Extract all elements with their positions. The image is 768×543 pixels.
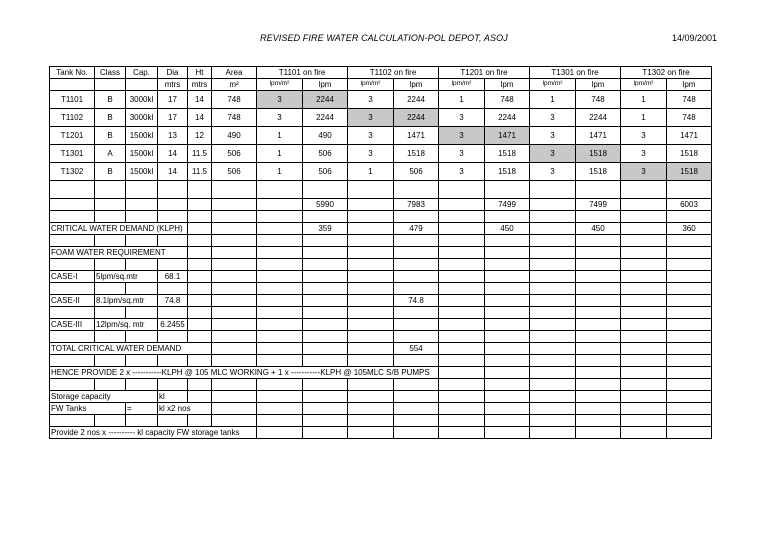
table-row [50, 127, 712, 145]
tank-cap: 3000kl [126, 109, 158, 127]
tank-no: T1201 [50, 127, 95, 145]
totals-row [50, 199, 712, 211]
total-value: 7499 [485, 199, 530, 211]
tank-cap: 1500kl [126, 127, 158, 145]
rate-cell: 3 [530, 145, 576, 163]
rate-cell: 1 [257, 145, 303, 163]
tank-ht: 11.5 [188, 145, 212, 163]
lpm-cell: 748 [667, 91, 712, 109]
header-group-t1102: T1102 on fire [348, 67, 439, 79]
fire-water-table [49, 66, 712, 439]
critical-value: 479 [394, 223, 439, 235]
lpm-cell: 1518 [667, 145, 712, 163]
tank-class: B [95, 127, 126, 145]
lpm-cell: 506 [303, 145, 348, 163]
lpm-cell: 1471 [485, 127, 530, 145]
foam-label: FOAM WATER REQUIREMENT [50, 247, 188, 259]
total-value: 7499 [576, 199, 621, 211]
lpm-cell: 1471 [667, 127, 712, 145]
case-rate: 8.1lpm/sq.mtr [95, 295, 158, 307]
lpm-cell: 490 [303, 127, 348, 145]
lpm-cell: 2244 [394, 109, 439, 127]
tank-cap: 1500kl [126, 145, 158, 163]
tank-no: T1301 [50, 145, 95, 163]
foam-row [50, 247, 712, 259]
rate-cell: 1 [257, 163, 303, 181]
unit-rate: lpm/m² [257, 79, 303, 91]
tank-ht: 12 [188, 127, 212, 145]
case-value: 6.2455 [158, 319, 188, 331]
fw-tanks-label: FW Tanks [50, 403, 126, 415]
lpm-cell: 2244 [576, 109, 621, 127]
lpm-cell: 748 [485, 91, 530, 109]
provide-storage-row [50, 427, 712, 439]
lpm-cell: 1471 [394, 127, 439, 145]
rate-cell: 3 [348, 127, 394, 145]
lpm-cell: 1518 [485, 145, 530, 163]
critical-demand-label: CRITICAL WATER DEMAND (KLPH) [50, 223, 188, 235]
tank-no: T1102 [50, 109, 95, 127]
unit-lpm: lpm [303, 79, 348, 91]
case-name: CASE-II [50, 295, 95, 307]
rate-cell: 3 [530, 127, 576, 145]
lpm-cell: 2244 [303, 91, 348, 109]
lpm-cell: 1518 [576, 163, 621, 181]
provide-pumps-row [50, 367, 712, 379]
unit-dia: mtrs [158, 79, 188, 91]
unit-rate: lpm/m² [439, 79, 485, 91]
critical-value: 450 [485, 223, 530, 235]
tank-cap: 1500kl [126, 163, 158, 181]
lpm-cell: 1518 [667, 163, 712, 181]
case-name: CASE-I [50, 271, 95, 283]
header-group-t1101: T1101 on fire [257, 67, 348, 79]
provide-pumps-text: HENCE PROVIDE 2 x -----------KLPH @ 105 MLC WORKING + 1 x -----------KLPH @ 105MLC S/B PUMPS [50, 367, 439, 379]
rate-cell: 3 [530, 109, 576, 127]
tank-no: T1101 [50, 91, 95, 109]
unit-lpm: lpm [667, 79, 712, 91]
tank-class: B [95, 163, 126, 181]
total-value: 6003 [667, 199, 712, 211]
tank-area: 490 [212, 127, 257, 145]
table-row [50, 163, 712, 181]
rate-cell: 1 [439, 91, 485, 109]
unit-rate: lpm/m² [530, 79, 576, 91]
lpm-cell: 748 [576, 91, 621, 109]
tank-dia: 13 [158, 127, 188, 145]
case-row [50, 319, 712, 331]
storage-row [50, 391, 712, 403]
rate-cell: 1 [530, 91, 576, 109]
storage-label: Storage capacity [50, 391, 158, 403]
lpm-cell: 2244 [394, 91, 439, 109]
tank-dia: 14 [158, 163, 188, 181]
rate-cell: 3 [621, 127, 667, 145]
rate-cell: 1 [348, 163, 394, 181]
header-cap: Cap. [126, 67, 158, 79]
tank-area: 748 [212, 91, 257, 109]
rate-cell: 3 [348, 109, 394, 127]
rate-cell: 3 [530, 163, 576, 181]
rate-cell: 3 [439, 145, 485, 163]
rate-cell: 1 [257, 127, 303, 145]
total-value: 7983 [394, 199, 439, 211]
header-group-t1301: T1301 on fire [530, 67, 621, 79]
header-tank-no: Tank No. [50, 67, 95, 79]
tank-area: 506 [212, 145, 257, 163]
unit-lpm: lpm [394, 79, 439, 91]
tank-class: B [95, 109, 126, 127]
table-row [50, 145, 712, 163]
unit-rate: lpm/m² [348, 79, 394, 91]
lpm-cell: 2244 [485, 109, 530, 127]
rate-cell: 1 [621, 109, 667, 127]
tank-area: 506 [212, 163, 257, 181]
case-rate: 5lpm/sq.mtr [95, 271, 158, 283]
lpm-cell: 748 [667, 109, 712, 127]
critical-value: 450 [576, 223, 621, 235]
rate-cell: 3 [439, 127, 485, 145]
case-value: 74.8 [158, 295, 188, 307]
rate-cell: 3 [348, 145, 394, 163]
provide-storage-text: Provide 2 nos x ---------- kl capacity FW storage tanks [50, 427, 257, 439]
lpm-cell: 1518 [485, 163, 530, 181]
header-class: Class [95, 67, 126, 79]
case-row [50, 295, 712, 307]
tank-ht: 11.5 [188, 163, 212, 181]
table-row [50, 109, 712, 127]
rate-cell: 3 [621, 145, 667, 163]
header-group-t1201: T1201 on fire [439, 67, 530, 79]
critical-demand-row [50, 223, 712, 235]
header-dia: Dia [158, 67, 188, 79]
storage-unit: kl [158, 391, 188, 403]
unit-ht: mtrs [188, 79, 212, 91]
case-row [50, 271, 712, 283]
case-rate: 12lpm/sq. mtr [95, 319, 158, 331]
rate-cell: 3 [257, 91, 303, 109]
unit-lpm: lpm [576, 79, 621, 91]
document-date: 14/09/2001 [672, 33, 718, 43]
total-critical-value: 554 [394, 343, 439, 355]
unit-lpm: lpm [485, 79, 530, 91]
lpm-cell: 506 [394, 163, 439, 181]
case-name: CASE-III [50, 319, 95, 331]
critical-value: 360 [667, 223, 712, 235]
rate-cell: 3 [621, 163, 667, 181]
rate-cell: 3 [439, 163, 485, 181]
total-critical-row [50, 343, 712, 355]
lpm-cell: 1518 [576, 145, 621, 163]
header-ht: Ht [188, 67, 212, 79]
tank-ht: 14 [188, 109, 212, 127]
fw-tanks-eq: = [126, 403, 158, 415]
lpm-cell: 2244 [303, 109, 348, 127]
tank-no: T1302 [50, 163, 95, 181]
total-value: 5990 [303, 199, 348, 211]
document-title: REVISED FIRE WATER CALCULATION-POL DEPOT, ASOJ [260, 33, 508, 43]
table-row [50, 91, 712, 109]
rate-cell: 3 [257, 109, 303, 127]
tank-dia: 14 [158, 145, 188, 163]
fw-tanks-value: kl x2 nos [158, 403, 212, 415]
fw-tanks-row [50, 403, 712, 415]
total-critical-label: TOTAL CRITICAL WATER DEMAND [50, 343, 212, 355]
tank-cap: 3000kl [126, 91, 158, 109]
tank-area: 748 [212, 109, 257, 127]
rate-cell: 3 [439, 109, 485, 127]
rate-cell: 3 [348, 91, 394, 109]
header-group-t1302: T1302 on fire [621, 67, 712, 79]
tank-dia: 17 [158, 91, 188, 109]
case-extra-value: 74.8 [394, 295, 439, 307]
tank-ht: 14 [188, 91, 212, 109]
lpm-cell: 1471 [576, 127, 621, 145]
lpm-cell: 1518 [394, 145, 439, 163]
tank-dia: 17 [158, 109, 188, 127]
critical-value: 359 [303, 223, 348, 235]
tank-class: A [95, 145, 126, 163]
unit-rate: lpm/m² [621, 79, 667, 91]
tank-class: B [95, 91, 126, 109]
header-row [50, 67, 712, 79]
lpm-cell: 506 [303, 163, 348, 181]
header-area: Area [212, 67, 257, 79]
rate-cell: 1 [621, 91, 667, 109]
case-value: 68.1 [158, 271, 188, 283]
units-row [50, 79, 712, 91]
unit-area: m² [212, 79, 257, 91]
